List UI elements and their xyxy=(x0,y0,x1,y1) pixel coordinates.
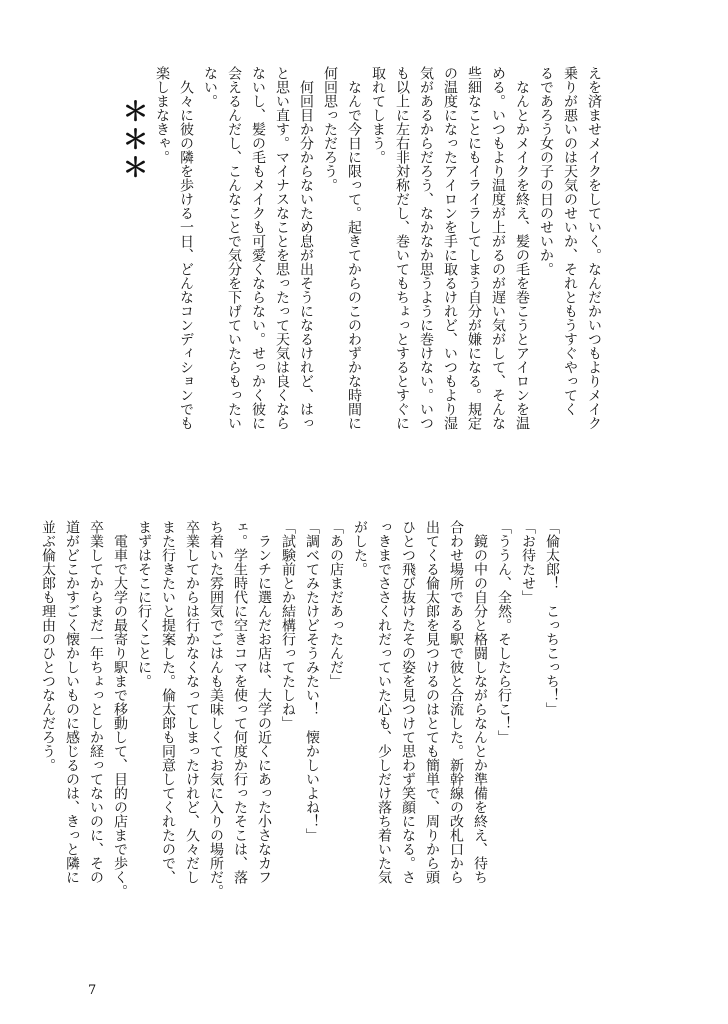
text-line: ち着いた雰囲気でごはんも美味しくてお気に入りの場所だ。 xyxy=(208,520,224,898)
text-line: 些細なことにもイライラしてしまう自分が嫌になる。規定 xyxy=(466,66,482,430)
text-line: なんとかメイクを終え、髪の毛を巻こうとアイロンを温 xyxy=(514,66,530,430)
text-line: 気があるからだろう、なかなか思うように巻けない。いつ xyxy=(418,66,434,430)
text-line: 道がどこかすごく懐かしいものに感じるのは、きっと隣に xyxy=(64,520,80,884)
text-line: 何回思っただろう。 xyxy=(322,66,338,192)
text-line: 「あの店まだあったんだ」 xyxy=(328,520,344,688)
text-line: める。いつもより温度が上がるのが遅い気がして、そんな xyxy=(490,66,506,430)
text-line: 楽しまなきゃ。 xyxy=(154,66,170,164)
text-line: も以上に左右非対称だし、巻いてもちょっとするとすぐに xyxy=(394,66,410,430)
text-line: と思い直す。マイナスなことを思ったって天気は良くなら xyxy=(274,66,290,430)
text-line: 卒業してからは行かなくなってしまったけれど、久々だし xyxy=(184,520,200,884)
text-column-top xyxy=(154,66,606,506)
text-line: ランチに選んだお店は、大学の近くにあった小さなカフ xyxy=(256,520,272,884)
page-number: 7 xyxy=(88,983,97,998)
text-line: っきまでささくれだっていた心も、少しだけ落ち着いた気 xyxy=(376,520,392,884)
text-line: 電車で大学の最寄り駅まで移動して、目的の店まで歩く。 xyxy=(112,520,128,898)
top-paragraph xyxy=(150,66,606,506)
text-line: 取れてしまう。 xyxy=(370,66,386,164)
text-line: また行きたいと提案した。倫太郎も同意してくれたので、 xyxy=(160,520,176,884)
text-line: 「調べてみたけどそうみたい！ 懐かしいよね！」 xyxy=(304,520,320,842)
text-line: ェ。学生時代に空きコマを使って何度か行ったそこは、落 xyxy=(232,520,248,884)
text-line: 合わせ場所である駅で彼と合流した。新幹線の改札口から xyxy=(448,520,464,884)
text-line: 何回目か分からないため息が出そうになるけれど、はっ xyxy=(298,66,314,430)
text-line: るであろう女の子の日のせいか。 xyxy=(538,66,554,276)
text-column-bottom xyxy=(40,520,564,940)
text-line: まずはそこに行くことに。 xyxy=(136,520,152,688)
text-line: の温度になったアイロンを手に取るけれど、いつもより湿 xyxy=(442,66,458,430)
text-line: えを済ませメイクをしていく。なんだかいつもよりメイク xyxy=(586,66,602,430)
text-line: 「倫太郎！ こっちこっち！」 xyxy=(544,520,560,716)
text-line: 「試験前とか結構行ってたしね」 xyxy=(280,520,296,730)
text-line: 並ぶ倫太郎も理由のひとつなんだろう。 xyxy=(40,520,56,772)
text-line: なんで今日に限って。起きてからのこのわずかな時間に xyxy=(346,66,362,430)
text-line: 久々に彼の隣を歩ける一日、どんなコンディションでも xyxy=(178,66,194,430)
text-line: ひとつ飛び抜けたその姿を見つけて思わず笑顔になる。さ xyxy=(400,520,416,884)
text-line: ない。 xyxy=(202,66,218,108)
bottom-paragraph xyxy=(36,520,564,940)
text-line: 卒業してからまだ一年ちょっとしか経ってないのに、その xyxy=(88,520,104,884)
text-line: 「ううん、全然。そしたら行こ！」 xyxy=(496,520,512,744)
text-line: ないし、髪の毛もメイクも可愛くならない。せっかく彼に xyxy=(250,66,266,430)
text-line: 出てくる倫太郎を見つけるのはとても簡単で、周りから頭 xyxy=(424,520,440,884)
text-line: 鏡の中の自分と格闘しながらなんとか準備を終え、待ち xyxy=(472,520,488,884)
text-line: 会えるんだし、こんなことで気分を下げていたらもったい xyxy=(226,66,242,430)
section-break: ＊＊＊ xyxy=(118,98,148,182)
text-line: がした。 xyxy=(352,520,368,576)
text-line: 「お待たせ」 xyxy=(520,520,536,604)
text-line: 乗りが悪いのは天気のせいか、それともうすぐやってく xyxy=(562,66,578,416)
